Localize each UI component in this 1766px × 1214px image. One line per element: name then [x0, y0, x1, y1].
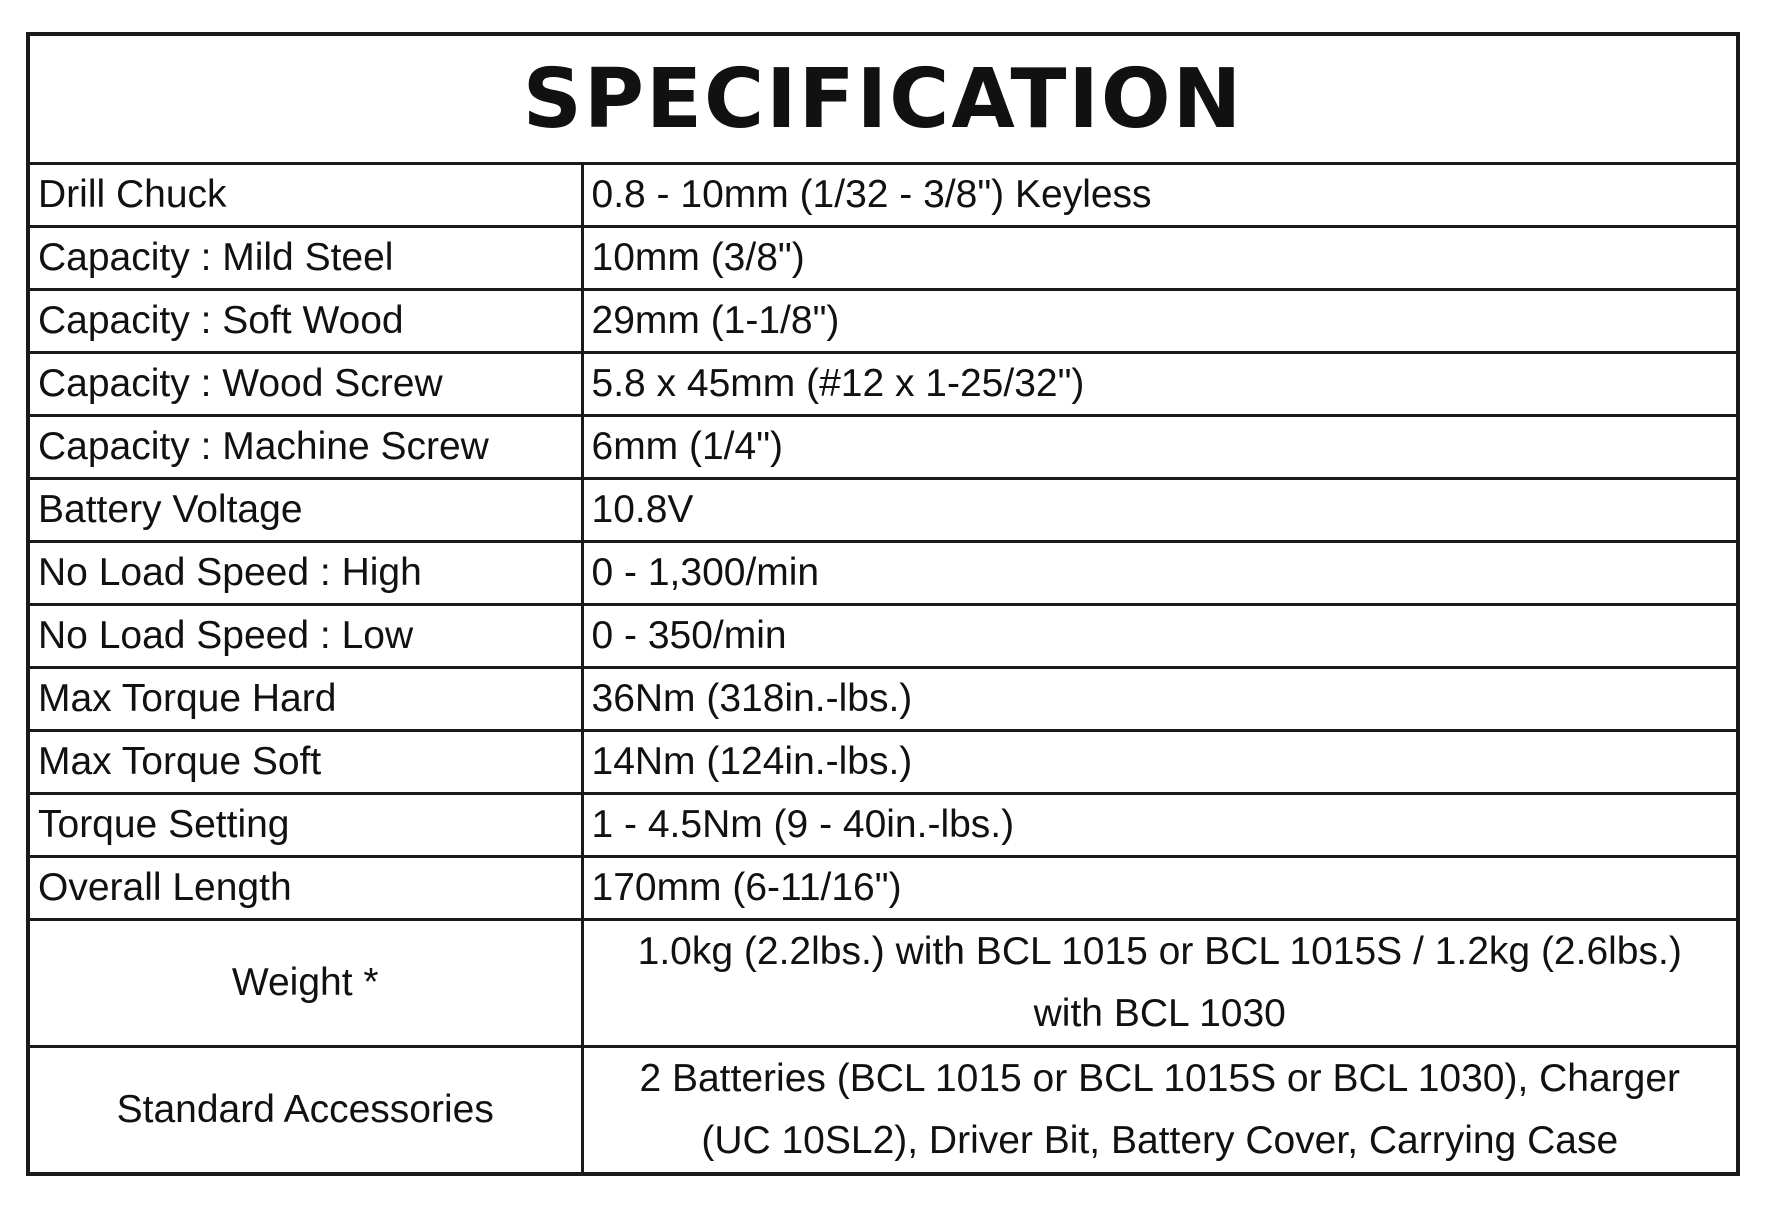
spec-label: Max Torque Soft	[30, 731, 582, 794]
spec-value: 14Nm (124in.-lbs.)	[582, 731, 1736, 794]
spec-label: Drill Chuck	[30, 165, 582, 227]
page-title: SPECIFICATION	[30, 36, 1736, 165]
spec-value: 29mm (1-1/8")	[582, 290, 1736, 353]
table-row	[30, 165, 1736, 227]
specification-table	[30, 165, 1736, 1172]
spec-label: Capacity : Mild Steel	[30, 227, 582, 290]
table-row	[30, 605, 1736, 668]
spec-label: Capacity : Soft Wood	[30, 290, 582, 353]
spec-label: No Load Speed : Low	[30, 605, 582, 668]
spec-value: 0 - 350/min	[582, 605, 1736, 668]
table-row	[30, 668, 1736, 731]
spec-value: 0 - 1,300/min	[582, 542, 1736, 605]
spec-label: Standard Accessories	[30, 1047, 582, 1173]
spec-label: Max Torque Hard	[30, 668, 582, 731]
spec-value: 10mm (3/8")	[582, 227, 1736, 290]
table-row	[30, 227, 1736, 290]
spec-value: 5.8 x 45mm (#12 x 1-25/32")	[582, 353, 1736, 416]
spec-value: 10.8V	[582, 479, 1736, 542]
table-row	[30, 290, 1736, 353]
spec-value: 170mm (6-11/16")	[582, 857, 1736, 920]
spec-label: Weight *	[30, 920, 582, 1047]
table-row	[30, 920, 1736, 1047]
spec-label: Capacity : Machine Screw	[30, 416, 582, 479]
spec-value: 36Nm (318in.-lbs.)	[582, 668, 1736, 731]
spec-value: 6mm (1/4")	[582, 416, 1736, 479]
table-row	[30, 731, 1736, 794]
spec-value: 1.0kg (2.2lbs.) with BCL 1015 or BCL 1015S / 1.2kg (2.6lbs.) with BCL 1030	[582, 920, 1736, 1047]
spec-label: Torque Setting	[30, 794, 582, 857]
spec-label: Overall Length	[30, 857, 582, 920]
table-row	[30, 542, 1736, 605]
table-row	[30, 857, 1736, 920]
spec-value: 1 - 4.5Nm (9 - 40in.-lbs.)	[582, 794, 1736, 857]
spec-label: No Load Speed : High	[30, 542, 582, 605]
spec-label: Battery Voltage	[30, 479, 582, 542]
table-row	[30, 794, 1736, 857]
spec-value: 0.8 - 10mm (1/32 - 3/8") Keyless	[582, 165, 1736, 227]
table-row	[30, 353, 1736, 416]
table-row	[30, 1047, 1736, 1173]
table-row	[30, 479, 1736, 542]
spec-label: Capacity : Wood Screw	[30, 353, 582, 416]
specification-table-frame	[26, 32, 1740, 1176]
spec-value: 2 Batteries (BCL 1015 or BCL 1015S or BCL 1030), Charger (UC 10SL2), Driver Bit, Battery Cover, Carrying Case	[639, 1057, 1681, 1162]
table-row	[30, 416, 1736, 479]
